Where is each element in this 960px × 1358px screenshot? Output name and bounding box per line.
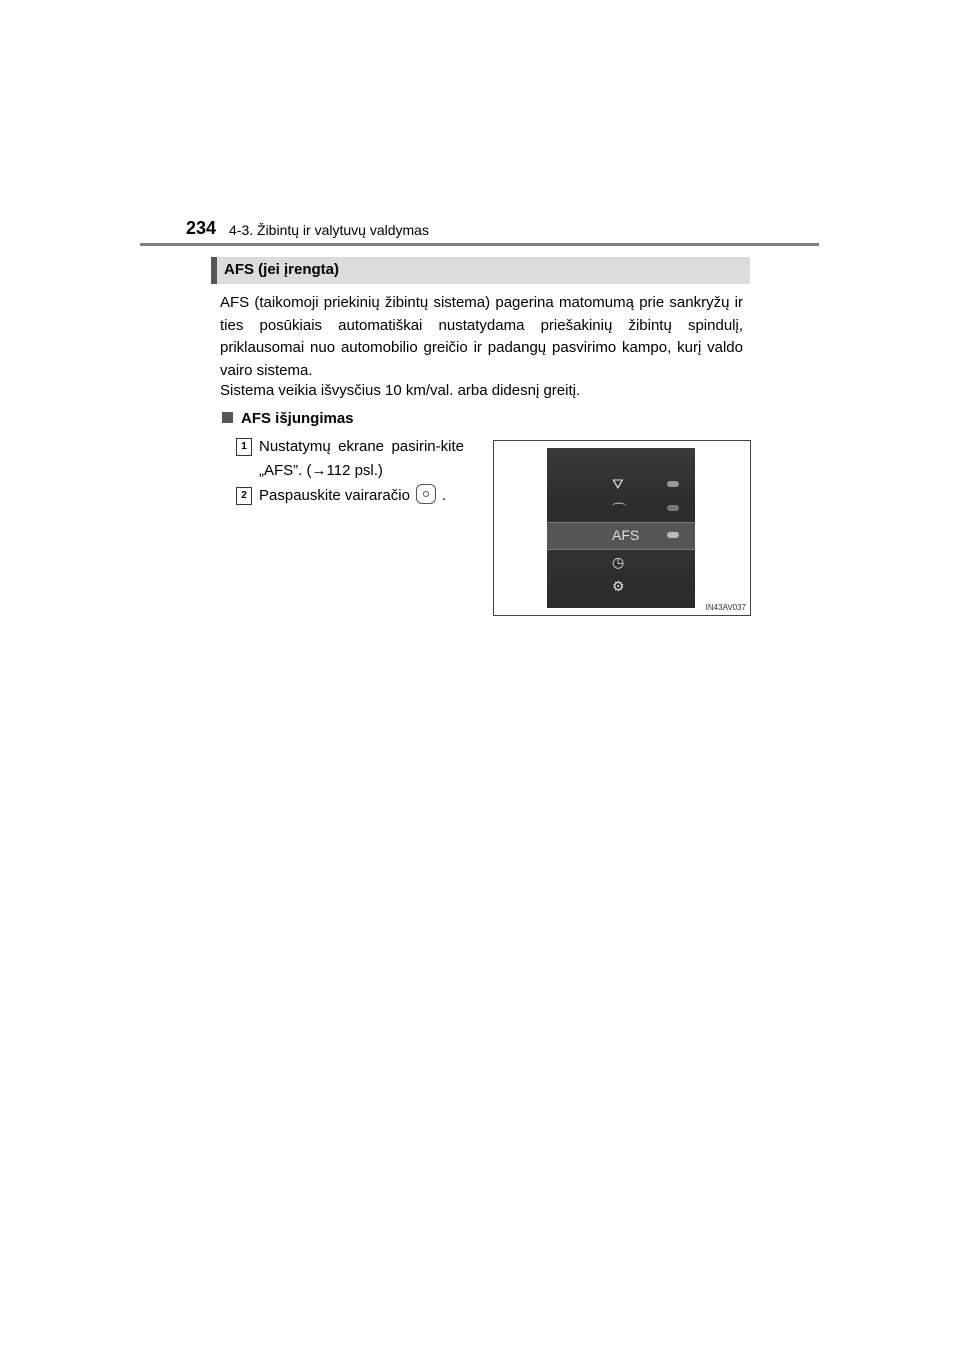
sub-heading: [222, 410, 354, 427]
intro-paragraph: AFS (taikomoji priekinių žibintų sistema) pagerina matomumą prie sankryžų ir ties posūkiais automatiškai nustatydama priešakinių žibintų spindulį, priklausomai nuo automobilio greičio ir padangų pasvirimo kampo, kurį valdo vairo sistema.: [220, 294, 743, 379]
step-text-2: [259, 484, 464, 508]
row-clock: [547, 550, 695, 576]
topic-bar: [211, 257, 750, 284]
toggle-icon: [667, 505, 679, 511]
sub-heading-text: AFS išjungimas: [241, 410, 354, 427]
speed-paragraph: Sistema veikia išvysčius 10 km/val. arba didesnį greitį.: [220, 382, 581, 399]
display-screen: [547, 448, 695, 608]
square-bullet-icon: [222, 412, 233, 423]
toggle-icon: [667, 481, 679, 487]
clock-icon: ◷: [612, 554, 625, 570]
page-number: 234: [186, 218, 217, 238]
row-settings: [547, 574, 695, 600]
figure: [493, 440, 751, 616]
steering-wheel-button-icon: [416, 484, 436, 504]
settings-icon: ⚙: [612, 578, 625, 594]
header-rule: [140, 243, 819, 246]
step-number-1: 1: [236, 438, 252, 456]
section-title: 4-3. Žibintų ir valytuvų valdymas: [229, 222, 429, 238]
step-2-text-before: Paspauskite vairaračio: [259, 487, 410, 504]
topic-marker: [211, 257, 217, 284]
row-afs: [547, 522, 695, 550]
row-wiper: [547, 496, 695, 522]
lane-assist-icon: ⛛: [612, 476, 624, 492]
afs-label: AFS: [612, 527, 640, 543]
toggle-icon: [667, 532, 679, 538]
topic-title: AFS (jei įrengta): [224, 261, 340, 278]
wiper-icon: ⌒: [612, 502, 626, 518]
figure-code: IN43AV037: [705, 603, 746, 612]
step-number-2: 2: [236, 487, 252, 505]
step-text-1: Nustatymų ekrane pasirin-kite „AFS”. (→112 psl.): [259, 438, 464, 479]
step-2-text-after: .: [441, 487, 447, 504]
row-lane-assist: [547, 472, 695, 498]
